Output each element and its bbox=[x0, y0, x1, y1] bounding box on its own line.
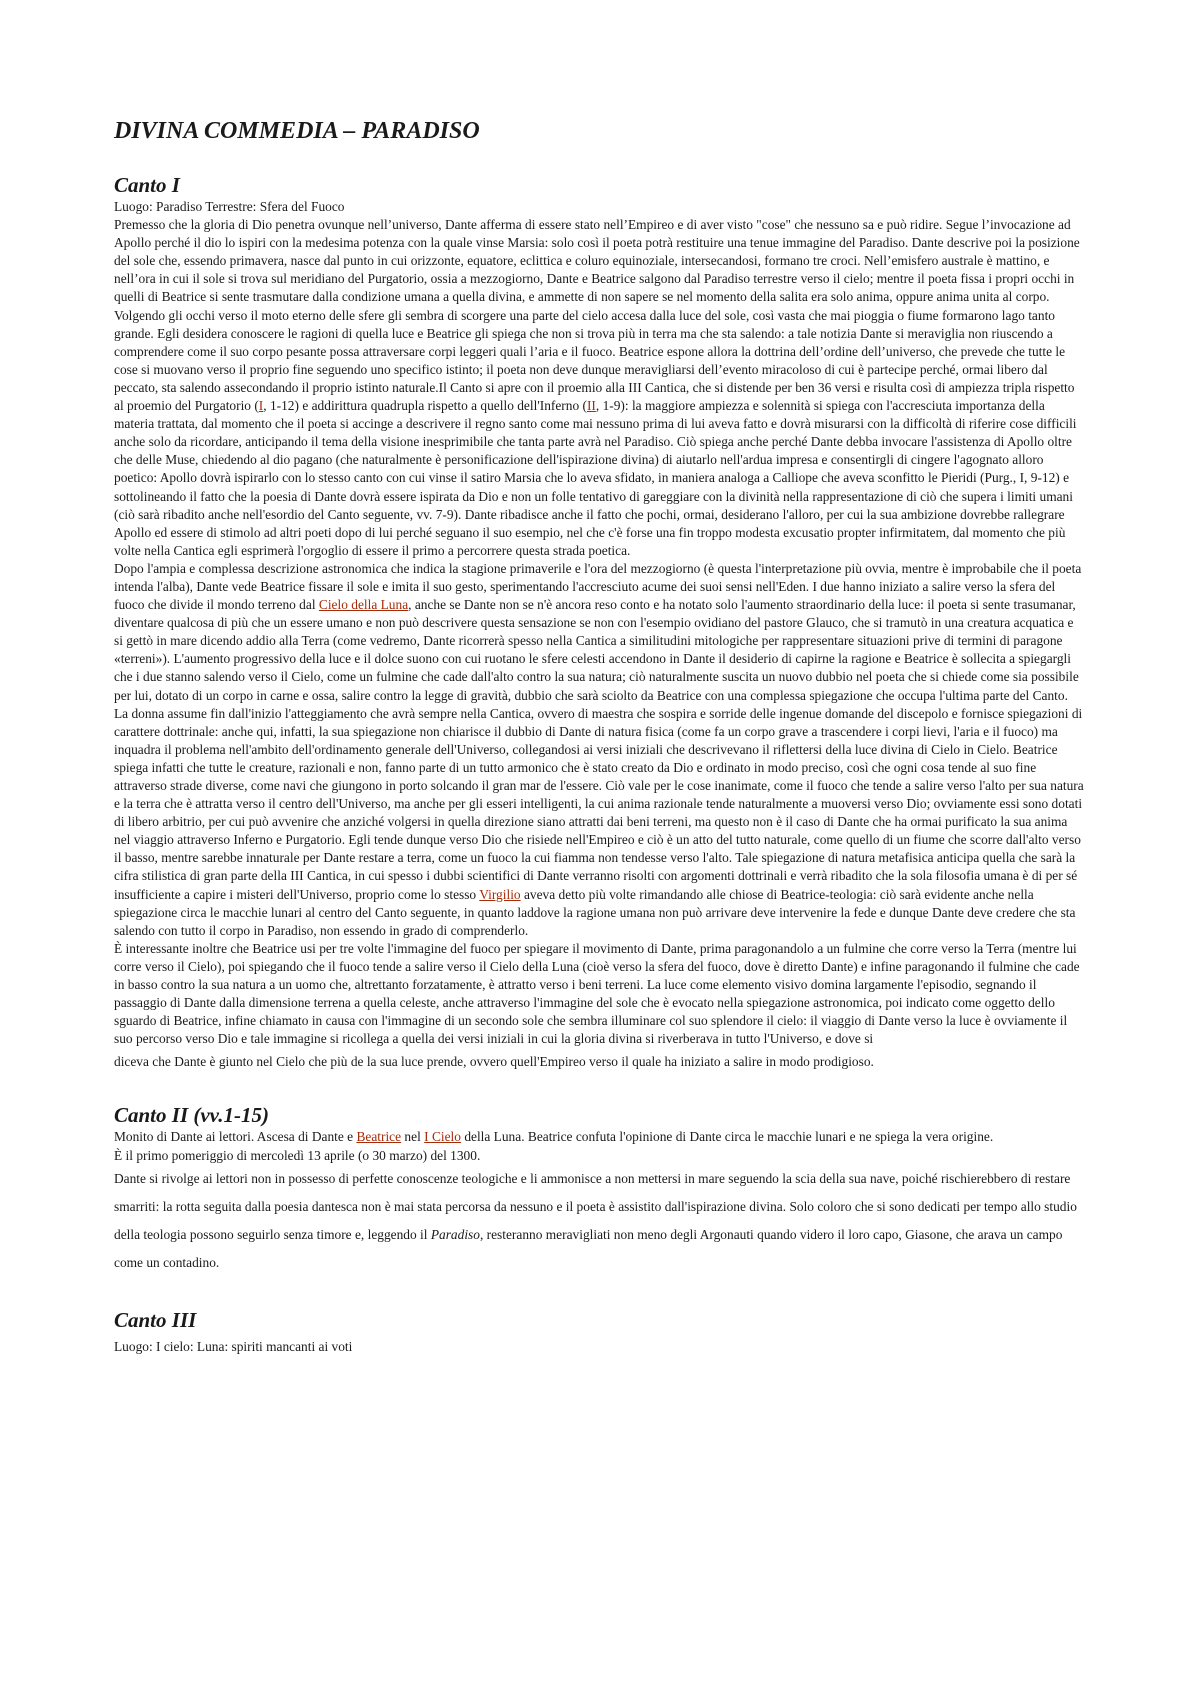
canto-3-heading: Canto III bbox=[114, 1307, 197, 1332]
document-title: DIVINA COMMEDIA – PARADISO bbox=[114, 118, 480, 144]
link-i-cielo[interactable]: I Cielo bbox=[424, 1129, 461, 1145]
canto-1-paragraph-3: È interessante inoltre che Beatrice usi per tre volte l'immagine del fuoco per spiegare il movimento di Dante, prima paragonandolo a un fulmine che corre verso la Terra (mentre lui corre verso il Cielo), poi spiegando che il fuoco tende a salire verso il Cielo della Luna (cioè verso la sfera del fuoco, dove è diretto Dante) e infine paragonando il fulmine che cade in basso contro la sua natura a un uomo che, altrettanto forzatamente, è attratto verso i beni terreni. La luce come elemento visivo domina largamente l'episodio, segnando il passaggio di Dante dalla dimensione terrena a quella celeste, anche attraverso l'immagine del sole che è evocato nella spiegazione astronomica, poi indicato come oggetto dello sguardo di Beatrice, infine chiamato in causa con l'immagine di un secondo sole che sembra illuminare col suo splendore il cielo: il viaggio di Dante verso la luce è ovviamente il suo percorso verso Dio e tale immagine si ricollega a quella dei versi iniziali in cui la gloria divina si riverberava in tutto l'Universo, e dove si bbox=[114, 940, 1080, 1047]
canto-2-heading: Canto II (vv.1-15) bbox=[114, 1103, 269, 1128]
canto-2-section bbox=[114, 1102, 1084, 1276]
text-span: , 1-12) e addirittura quadrupla rispetto a quello dell'Inferno ( bbox=[263, 398, 587, 414]
canto-1-heading: Canto I bbox=[114, 173, 180, 197]
canto-1-paragraph-2 bbox=[114, 560, 1084, 940]
canto-3-section bbox=[114, 1307, 1084, 1361]
text-span: Monito di Dante ai lettori. Ascesa di Dante e bbox=[114, 1129, 357, 1145]
document-page bbox=[114, 112, 1084, 1361]
canto-2-summary bbox=[114, 1128, 1084, 1146]
canto-1-section bbox=[114, 172, 1084, 1076]
emphasis-paradiso: Paradiso bbox=[430, 1226, 480, 1242]
text-span: , anche se Dante non se n'è ancora reso conto e ha notato solo l'aumento straordinario della luce: il poeta si sente trasumanar, diventare qualcosa di più che un essere umano e non può descrivere questa sensazione se non con l'esempio ovidiano del pastore Glauco, che si tramutò in una creatura acquatica e si gettò in mare dicendo addio alla Terra (come vedremo, Dante ricorrerà spesso nella Cantica a similitudini mitologiche per rappresentare situazioni prive di termini di paragone «terreni»). L'aumento progressivo della luce e il dolce suono con cui ruotano le sfere celesti accendono in Dante il desiderio di capirne la ragione e Beatrice è sollecita a spiegargli che i due stanno salendo verso il Cielo, come un fulmine che cade dall'alto contro la sua natura; ciò naturalmente suscita un nuovo dubbio nel poeta che si chiede come sia possibile per lui, dotato di un corpo in carne e ossa, salire contro la legge di gravità, dubbio che sarà sciolto da Beatrice con una complessa spiegazione che occupa l'ultima parte del Canto. La donna assume fin dall'inizio l'atteggiamento che avrà sempre nella Cantica, ovvero di maestra che sospira e sorride delle ingenue domande del discepolo e fornisce spiegazioni di carattere dottrinale: anche qui, infatti, la sua spiegazione non chiarisce il dubbio di Dante di natura fisica (come fa un corpo grave a trascendere i corpi lievi, l'aria e il fuoco) ma inquadra il problema nell'ambito dell'ordinamento generale dell'Universo, collegandosi ai versi iniziali che descrivevano il riflettersi della luce divina di Cielo in Cielo. Beatrice spiega infatti che tutte le creature, razionali e non, fanno parte di un tutto armonico che è stato creato da Dio e ordinato in modo preciso, così che ogni cosa tende al suo fine attraverso strade diverse, come navi che giungono in porto solcando il gran mar de l'essere. Ciò vale per le cose inanimate, come il fuoco che tende a salire verso l'alto per sua natura e la terra che è attratta verso il centro dell'Universo, ma anche per gli esseri intelligenti, la cui anima razionale tende naturalmente a muoversi verso Dio; ovviamente essi sono dotati di libero arbitrio, per cui può avvenire che anziché volgersi in quella direzione siano attratti dai beni terreni, ma questo non è il caso di Dante che ha ormai purificato la sua anima nel viaggio attraverso Inferno e Purgatorio. Egli tende dunque verso Dio che risiede nell'Empireo e ciò è un atto del tutto naturale, come quello di un fiume che scorre dall'alto verso il basso, mentre sarebbe innaturale per Dante restare a terra, come un fuoco la cui fiamma non tendesse verso l'alto. Tale spiegazione di natura metafisica anticipa quella che sarà la cifra stilistica di gran parte della III Cantica, in cui spesso i dubbi scientifici di Dante verranno risolti con argomenti dottrinali e verrà ribadito che la sola filosofia umana è di per sé insufficiente a capire i misteri dell'Universo, proprio come lo stesso bbox=[114, 597, 1084, 902]
link-purgatorio-i[interactable]: I bbox=[258, 398, 264, 414]
canto-1-paragraph-1 bbox=[114, 216, 1084, 560]
text-span: della Luna. Beatrice confuta l'opinione di Dante circa le macchie lunari e ne spiega la vera origine. bbox=[460, 1129, 994, 1145]
text-span: Dopo l'ampia e complessa descrizione astronomica che indica la stagione primaverile e l'ora del mezzogiorno (è questa l'interpretazione più ovvia, mentre è improbabile che il poeta intenda l'alba), Dante vede Beatrice fissare il sole e imita il suo gesto, sperimentando l'accresciuto acume dei suoi sensi nell'Eden. I due hanno iniziato a salire verso la sfera del fuoco che divide il mondo terreno dal bbox=[114, 560, 1082, 613]
text-span: Premesso che la gloria di Dio penetra ovunque nell’universo, Dante afferma di essere stato nell’Empireo e di aver visto "cose" che nessuno sa e può ridire. Segue l’invocazione ad Apollo perché il dio lo ispiri con la medesima potenza con la quale vinse Marsia: solo così il poeta potrà restituire una tenue immagine del Paradiso. Dante descrive poi la posizione del sole che, essendo primavera, nasce dal punto in cui orizzonte, equatore, eclittica e coluro equinoziale, intersecandosi, formano tre croci. Nell’emisfero australe è mattino, e nell’ora in cui il sole si trova sul meridiano del Purgatorio, ossia a mezzogiorno, Dante e Beatrice salgono dal Paradiso terrestre verso il cielo; mentre il poeta fissa i propri occhi in quelli di Beatrice si sente trasmutare dalla condizione umana a quella divina, e ammette di non sapere se nel momento della salita era solo anima, oppure anima unita al corpo. Volgendo gli occhi verso il moto eterno delle sfere gli sembra di scorgere una parte del cielo accesa dalla luce del sole, così vasta che mai pioggia o fiume formarono lago tanto grande. Egli desidera conoscere le ragioni di quella luce e Beatrice gli spiega che non si trova più in terra ma che sta salendo: a tale notizia Dante si meraviglia non riuscendo a comprendere come il suo corpo pesante possa attraversare corpi leggeri quali l’aria e il fuoco. Beatrice espone allora la dottrina dell’ordine dell’universo, che prevede che tutte le cose si muovano verso il proprio fine seguendo uno specifico istinto; il poeta non deve dunque meravigliarsi dell’evento miracoloso di cui è partecipe perché, ormai libero dal peccato, sta salendo assecondando il proprio istinto naturale.Il Canto si apre con il proemio alla III Cantica, che si distende per ben 36 versi e risulta così di ampiezza tripla rispetto al proemio del Purgatorio ( bbox=[114, 217, 1080, 414]
link-inferno-ii[interactable]: II bbox=[586, 398, 596, 414]
canto-2-date: È il primo pomeriggio di mercoledì 13 aprile (o 30 marzo) del 1300. bbox=[114, 1147, 481, 1163]
text-span: nel bbox=[401, 1129, 425, 1145]
text-span: Dante si rivolge ai lettori non in possesso di perfette conoscenze teologiche e li ammonisce a non mettersi in mare seguendo la scia della sua nave, poiché rischierebbero di restare smarriti: la rotta seguita dalla poesia dantesca non è mai stata percorsa da nessuno e il poeta è assistito dall'ispirazione divina. Solo coloro che si sono dedicati per tempo allo studio della teologia possono seguirlo senza timore e, leggendo il bbox=[114, 1170, 1077, 1242]
link-cielo-della-luna[interactable]: Cielo della Luna bbox=[318, 597, 409, 613]
canto-2-paragraph bbox=[114, 1165, 1084, 1277]
text-span: , 1-9): la maggiore ampiezza e solennità si spiega con l'accresciuta importanza della materia trattata, dal momento che il poeta si accinge a descrivere il regno santo come mai nessuno prima di lui aveva fatto e dovrà misurarsi con la difficoltà di riferire cose difficili anche solo da ricordare, anticipando il tema della visione inesprimibile che tanta parte avrà nel Paradiso. Ciò spiega anche perché Dante debba invocare l'assistenza di Apollo oltre che delle Muse, chiedendo al dio pagano (che naturalmente è personificazione dell'ispirazione divina) di aiutarlo nell'ardua impresa e consentirgli di cingere l'agognato alloro poetico: Apollo dovrà ispirarlo con lo stesso canto con cui vinse il satiro Marsia che lo aveva sfidato, in maniera analoga a Calliope che aveva sconfitto le Pieridi (Purg., I, 9-12) e sottolineando il fatto che la poesia di Dante dovrà essere ispirata da Dio e non un folle tentativo di gareggiare con la divinità nella rappresentazione di ciò che supera i limiti umani (ciò sarà ribadito anche nell'esordio del Canto seguente, vv. 7-9). Dante ribadisce anche il fatto che pochi, ormai, desiderano l'alloro, per cui la sua ambizione dovrebbe rallegrare Apollo ed essere di stimolo ad altri poeti dopo di lui perché seguano il suo esempio, nel che c'è forse una fin troppo modesta excusatio propter infirmitatem, dal momento che più volte nella Cantica egli esprimerà l'orgoglio di essere il primo a percorrere questa strada poetica. bbox=[114, 398, 1077, 558]
canto-3-luogo: Luogo: I cielo: Luna: spiriti mancanti ai voti bbox=[114, 1338, 353, 1354]
canto-1-paragraph-4: diceva che Dante è giunto nel Cielo che più de la sua luce prende, ovvero quell'Empireo verso il quale ha iniziato a salire in modo prodigioso. bbox=[114, 1054, 874, 1070]
link-virgilio[interactable]: Virgilio bbox=[479, 886, 521, 902]
canto-1-luogo: Luogo: Paradiso Terrestre: Sfera del Fuoco bbox=[114, 199, 345, 214]
link-beatrice[interactable]: Beatrice bbox=[356, 1129, 402, 1145]
text-span: aveva detto più volte rimandando alle chiose di Beatrice-teologia: ciò sarà evidente anche nella spiegazione circa le macchie lunari al centro del Canto seguente, in quanto laddove la ragione umana non può arrivare deve intervenire la fede e dunque Dante deve credere che sta salendo con tutto il corpo in Paradiso, non essendo in grado di comprenderlo. bbox=[114, 886, 1076, 938]
text-span: , resteranno meravigliati non meno degli Argonauti quando videro il loro capo, Giasone, che arava un campo come un contadino. bbox=[114, 1226, 1063, 1270]
